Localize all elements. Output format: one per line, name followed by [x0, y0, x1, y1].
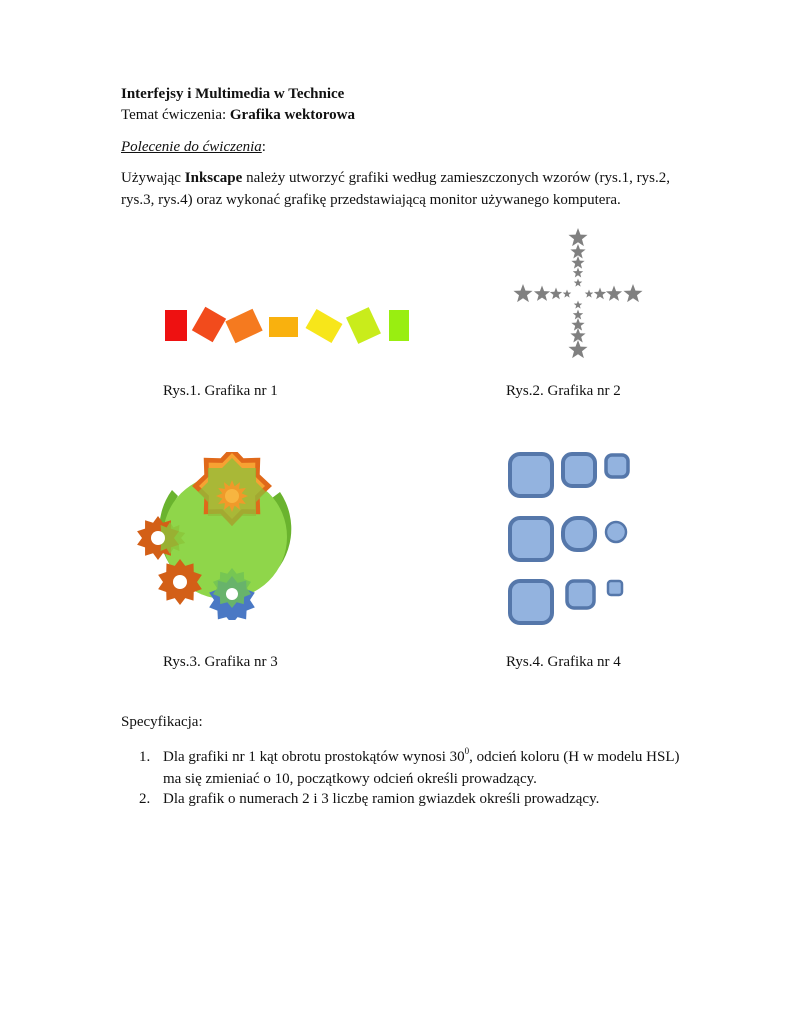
star-shape	[574, 279, 583, 287]
figure-2-star-cross	[510, 226, 650, 362]
task-heading-suffix: :	[261, 139, 266, 155]
figure-4-rounded-squares	[505, 448, 635, 628]
figure-1-rectangles	[160, 300, 420, 350]
rounded-square	[510, 518, 552, 560]
star-shape	[563, 290, 572, 298]
topic-prefix: Temat ćwiczenia:	[121, 107, 230, 123]
task-text-after: należy utworzyć grafiki według zamieszczonych wzorów (rys.1, rys.2, rys.3, rys.4) oraz wykonać grafikę przedstawiającą monitor używanego komputera.	[121, 170, 670, 208]
degree-superscript: 0	[464, 746, 470, 756]
star-shape	[623, 284, 642, 302]
task-paragraph	[121, 167, 670, 211]
topic-line	[121, 107, 355, 124]
star-shape	[574, 301, 583, 309]
rect-2	[192, 307, 226, 342]
rect-6	[346, 307, 381, 344]
left-gear-hole	[151, 531, 165, 545]
star-shape	[568, 228, 587, 246]
rect-7	[389, 310, 409, 341]
rect-3	[225, 309, 262, 343]
bottom-gear-hole	[173, 575, 187, 589]
rounded-square	[510, 454, 552, 496]
figure-3-caption: Rys.3. Grafika nr 3	[163, 654, 278, 670]
spec-item-text: Dla grafik o numerach 2 i 3 liczbę ramion gwiazdek określi prowadzący.	[163, 791, 600, 807]
spec-heading: Specyfikacja:	[121, 714, 203, 730]
sun-center	[225, 489, 239, 503]
topic-name: Grafika wektorowa	[229, 107, 356, 123]
star-shape	[573, 268, 583, 278]
spec-item-text-b: , odcień koloru (H w modelu HSL) ma się zmieniać o 10, początkowy odcień określi prowadzący.	[163, 749, 680, 787]
rounded-square	[567, 581, 594, 608]
spec-item-text-a: Dla grafiki nr 1 kąt obrotu prostokątów wynosi 30	[163, 749, 465, 765]
spec-item-text	[163, 746, 683, 790]
rounded-square	[608, 581, 622, 595]
star-shape	[513, 284, 532, 302]
rounded-square	[510, 581, 552, 623]
rounded-square	[563, 454, 595, 486]
star-shape	[585, 290, 594, 298]
rect-4	[269, 317, 298, 337]
star-shape	[573, 310, 583, 320]
star-shape	[568, 340, 587, 358]
document-title: Interfejsy i Multimedia w Technice	[121, 86, 345, 102]
star-shape	[550, 288, 562, 300]
spec-item-number: 1.	[139, 749, 151, 765]
app-name: Inkscape	[184, 170, 243, 186]
figure-2-caption: Rys.2. Grafika nr 2	[506, 383, 621, 399]
task-heading-line	[121, 139, 266, 156]
figure-4-caption: Rys.4. Grafika nr 4	[506, 654, 621, 670]
spec-item-number: 2.	[139, 791, 151, 807]
task-text-before: Używając	[121, 170, 185, 186]
rounded-square	[606, 455, 628, 477]
figure-3-gears	[132, 452, 302, 620]
task-heading: Polecenie do ćwiczenia	[121, 139, 262, 155]
figure-1-caption: Rys.1. Grafika nr 1	[163, 383, 278, 399]
rect-1	[165, 310, 187, 341]
blue-gear-hole	[226, 588, 238, 600]
rect-5	[306, 309, 343, 343]
star-shape	[534, 286, 550, 301]
star-shape	[571, 256, 584, 269]
star-shape	[606, 286, 622, 301]
star-shape	[594, 288, 606, 300]
rounded-square	[606, 522, 626, 542]
rounded-square	[563, 518, 595, 550]
